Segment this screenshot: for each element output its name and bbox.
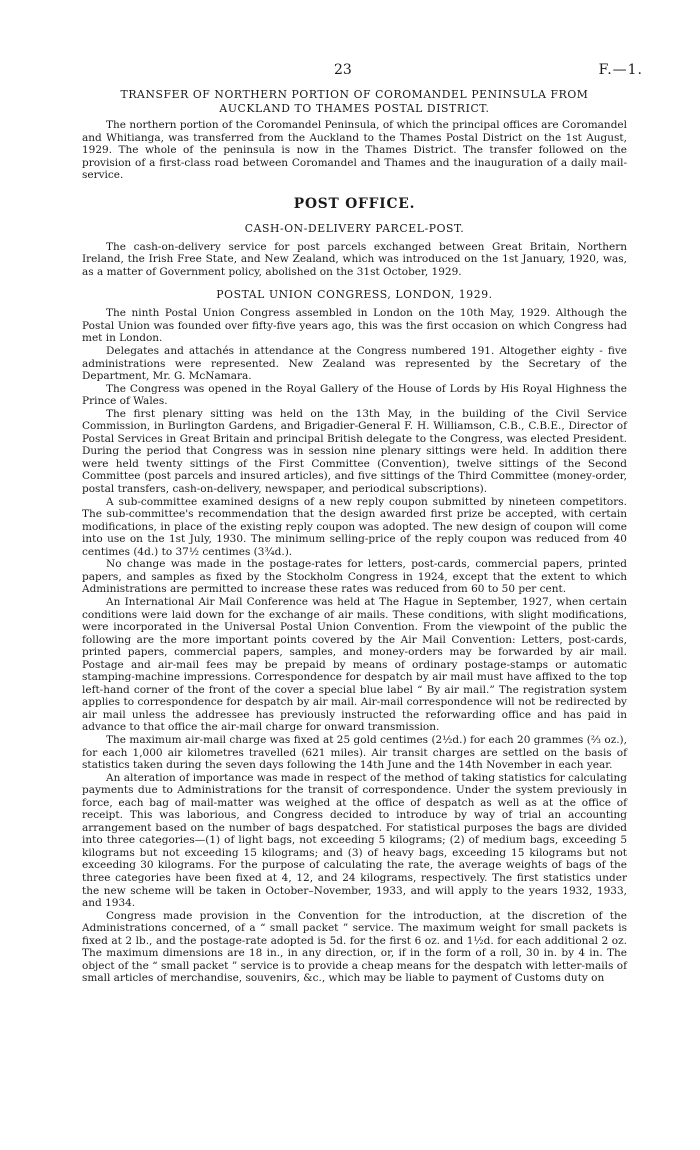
congress-paragraph: A sub-committee examined designs of a new reply coupon submitted by nineteen competitors. The sub-committee's recommendation that the design awarded first prize be accepted, with certain modifications, in place of the existing reply coupon was adopted. The new design of coupon will come into use on the 1st July, 1930. The minimum selling-price of the reply coupon was reduced from 40 centimes (4d.) to 37½ centimes (3¾d.).	[82, 495, 627, 558]
page-number: 23	[334, 62, 352, 78]
transfer-section-title: TRANSFER OF NORTHERN PORTION OF COROMANDEL PENINSULA FROM AUCKLAND TO THAMES POSTAL DISTRICT.	[120, 88, 589, 115]
page-header	[82, 62, 643, 82]
congress-paragraph: An International Air Mail Conference was held at The Hague in September, 1927, when certain conditions were laid down for the exchange of air mails. These conditions, with slight modifications, were incorporated in the Universal Postal Union Convention. From the viewpoint of the public the following are the more important points covered by the Air Mail Convention: Letters, post-cards, printed papers, commercial papers, samples, and money-orders may be forwarded by air mail. Postage and air-mail fees may be prepaid by means of ordinary postage-stamps or automatic stamping-machine impressions. Correspondence for despatch by air mail must have affixed to the top left-hand corner of the front of the cover a special blue label “ By air mail.” The registration system applies to correspondence for despatch by air mail. Air-mail correspondence will not be redirected by air mail unless the addressee has previously instructed the reforwarding office and has paid in advance to that office the air-mail charge for onward transmission.	[82, 595, 627, 734]
transfer-paragraph: The northern portion of the Coromandel Peninsula, of which the principal offices are Coromandel and Whitianga, was transferred from the Auckland to the Thames Postal District on the 1st August, 1929. The whole of the peninsula is now in the Thames District. The transfer followed on the provision of a first-class road between Coromandel and Thames and the inauguration of a daily mail-service.	[82, 119, 627, 182]
congress-section-title: POSTAL UNION CONGRESS, LONDON, 1929.	[216, 288, 493, 302]
congress-paragraph: The Congress was opened in the Royal Gallery of the House of Lords by His Royal Highness the Prince of Wales.	[82, 382, 627, 408]
post-office-title: POST OFFICE.	[293, 195, 416, 212]
document-reference: F.—1.	[598, 62, 643, 78]
congress-paragraph: The maximum air-mail charge was fixed at 25 gold centimes (2½d.) for each 20 grammes (⅔ oz.), for each 1,000 air kilometres travelled (621 miles). Air transit charges are settled on the basis of statistics taken during the seven days following the 14th June and the 14th November in each year.	[82, 733, 627, 772]
congress-paragraph: No change was made in the postage-rates for letters, post-cards, commercial papers, printed papers, and samples as fixed by the Stockholm Congress in 1924, except that the extent to which Administrations are permitted to increase these rates was reduced from 60 to 50 per cent.	[82, 558, 627, 596]
congress-paragraph: Congress made provision in the Convention for the introduction, at the discretion of the Administrations concerned, of a “ small packet ” service. The maximum weight for small packets is fixed at 2 lb., and the postage-rate adopted is 5d. for the first 6 oz. and 1½d. for each additional 2 oz. The maximum dimensions are 18 in., in any direction, or, if in the form of a roll, 30 in. by 4 in. The object of the “ small packet ” service is to provide a cheap means for the despatch with letter-mails of small articles of merchandise, souvenirs, &c., which may be liable to payment of Customs duty on	[82, 909, 627, 985]
congress-paragraph: Delegates and attachés in attendance at the Congress numbered 191. Altogether eighty - five administrations were represented. New Zealand was represented by the Secretary of the Department, Mr. G. McNamara.	[82, 345, 627, 383]
congress-paragraph: An alteration of importance was made in respect of the method of taking statistics for calculating payments due to Administrations for the transit of correspondence. Under the system previously in force, each bag of mail-matter was weighed at the office of despatch as well as at the office of receipt. This was laborious, and Congress decided to introduce by way of trial an accounting arrangement based on the number of bags despatched. For statistical purposes the bags are divided into three categories—(1) of light bags, not exceeding 5 kilograms; (2) of medium bags, exceeding 5 kilograms but not exceeding 15 kilograms; and (3) of heavy bags, exceeding 15 kilograms but not exceeding 30 kilograms. For the purpose of calculating the rate, the average weights of bags of the three categories have been fixed at 4, 12, and 24 kilograms, respectively. The first statistics under the new scheme will be taken in October–November, 1933, and will apply to the years 1932, 1933, and 1934.	[82, 771, 627, 910]
congress-paragraph: The first plenary sitting was held on the 13th May, in the building of the Civil Service Commission, in Burlington Gardens, and Brigadier-General F. H. Williamson, C.B., C.B.E., Director of Postal Services in Great Britain and principal British delegate to the Congress, was elected President. During the period that Congress was in session nine plenary sittings were held. In addition there were held twenty sittings of the First Committee (Convention), twelve sittings of the Second Committee (post parcels and insured articles), and five sittings of the Third Committee (money-order, postal transfers, cash-on-delivery, newspaper, and periodical subscriptions).	[82, 407, 627, 496]
congress-paragraph: The ninth Postal Union Congress assembled in London on the 10th May, 1929. Although the Postal Union was founded over fifty-five years ago, this was the first occasion on which Congress had met in London.	[82, 307, 627, 345]
cod-section-title: CASH-ON-DELIVERY PARCEL-POST.	[244, 221, 465, 235]
cod-paragraph: The cash-on-delivery service for post parcels exchanged between Great Britain, Northern Ireland, the Irish Free State, and New Zealand, which was introduced on the 1st January, 1920, was, as a matter of Government policy, abolished on the 31st October, 1929.	[82, 240, 627, 278]
document-page	[82, 62, 643, 985]
